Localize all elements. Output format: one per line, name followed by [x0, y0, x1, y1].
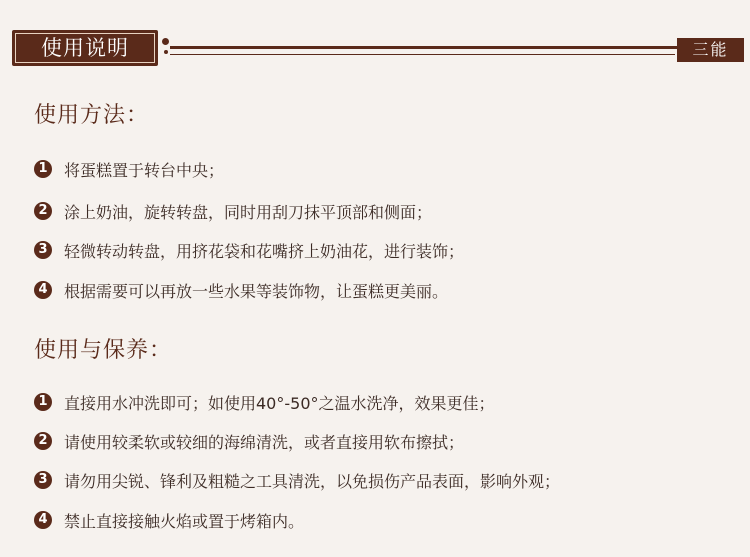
step-text: 轻微转动转盘，用挤花袋和花嘴挤上奶油花，进行装饰；: [64, 241, 465, 261]
decorative-dot-small: [164, 50, 168, 54]
list-item: [34, 237, 464, 263]
step-number: 2: [34, 432, 52, 450]
list-item: [34, 156, 224, 182]
list-item: [34, 467, 560, 493]
step-text: 请勿用尖锐、锋利及粗糙之工具清洗，以免损伤产品表面，影响外观；: [64, 471, 561, 491]
step-text: 禁止直接接触火焰或置于烤箱内。: [64, 511, 305, 531]
step-text: 根据需要可以再放一些水果等装饰物，让蛋糕更美丽。: [64, 281, 449, 301]
brand-badge: [677, 38, 744, 62]
step-number: 4: [34, 281, 52, 299]
list-item: [34, 507, 304, 533]
list-item: [34, 428, 464, 454]
section-title-care: 使用与保养：: [34, 338, 173, 363]
step-text: 请使用较柔软或较细的海绵清洗，或者直接用软布擦拭；: [64, 432, 465, 452]
section-title-usage: 使用方法：: [34, 103, 150, 128]
step-text: 直接用水冲洗即可；如使用40°-50°之温水洗净，效果更佳；: [64, 393, 495, 413]
page-title: 使用说明: [41, 36, 129, 60]
step-number: 3: [34, 471, 52, 489]
brand-name: 三能: [692, 40, 729, 59]
step-text: 涂上奶油，旋转转盘，同时用刮刀抹平顶部和侧面；: [64, 202, 433, 222]
title-badge: [12, 30, 158, 66]
list-item: [34, 389, 495, 415]
list-item: [34, 198, 432, 224]
list-item: [34, 277, 448, 303]
divider-line: [170, 46, 744, 49]
step-number: 1: [34, 160, 52, 178]
step-number: 2: [34, 202, 52, 220]
divider-thin-line: [170, 54, 675, 55]
decorative-dot: [162, 38, 169, 45]
step-number: 1: [34, 393, 52, 411]
step-number: 4: [34, 511, 52, 529]
header-bar: [0, 0, 750, 90]
step-text: 将蛋糕置于转台中央；: [64, 160, 225, 180]
step-number: 3: [34, 241, 52, 259]
